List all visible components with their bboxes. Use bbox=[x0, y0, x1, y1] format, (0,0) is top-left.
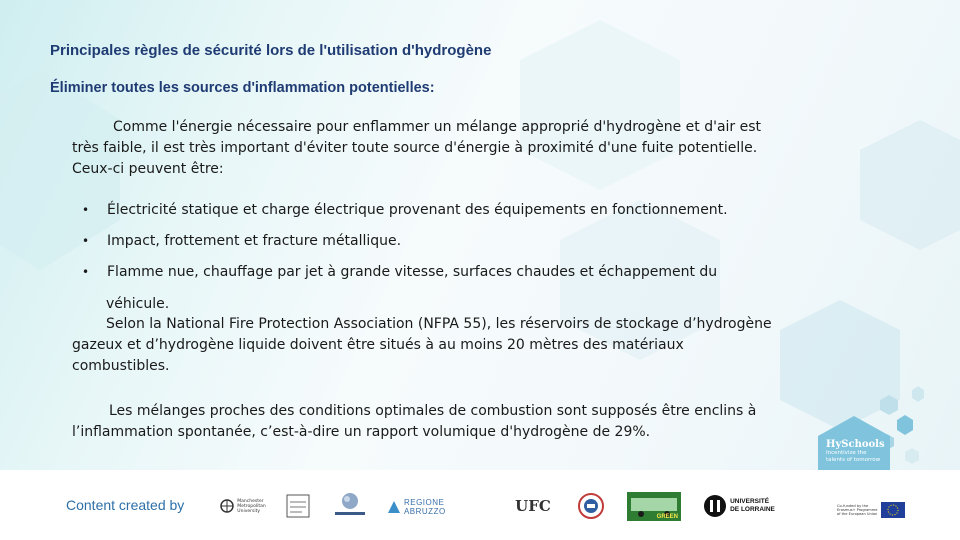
mmu-crest-icon bbox=[220, 498, 234, 514]
intro-paragraph: Comme l'énergie nécessaire pour enflammer un mélange approprié d'hydrogène et d'air est très faible, il est très important d'éviter toute source d'énergie à proximité d'une fuite potentielle. Ceux-ci peuvent être: bbox=[72, 119, 762, 177]
erasmus-eu-logo bbox=[836, 500, 906, 520]
mmu-line2: Metropolitan bbox=[237, 503, 266, 509]
content-credit: Content created by bbox=[66, 497, 185, 513]
bullet-icon: • bbox=[82, 203, 90, 217]
crest-icon bbox=[578, 493, 604, 519]
eu-flag-icon bbox=[881, 502, 905, 518]
round-crest-logo bbox=[578, 493, 604, 519]
green-bus-logo bbox=[627, 492, 681, 521]
bullet-icon: • bbox=[82, 234, 90, 248]
bullet-icon: • bbox=[82, 265, 90, 279]
lorraine-line2: DE LORRAINE bbox=[730, 506, 775, 513]
padova-emblem-icon bbox=[284, 492, 312, 520]
universite-lorraine-logo bbox=[703, 492, 775, 520]
hyschools-name: HySchools bbox=[826, 439, 885, 450]
section-subtitle: Éliminer toutes les sources d'inflammation potentielles: bbox=[50, 80, 435, 96]
ufc-logo bbox=[514, 492, 552, 520]
bullet-continuation: véhicule. bbox=[106, 296, 170, 312]
ignition-sources-list bbox=[82, 200, 772, 293]
list-item bbox=[82, 231, 772, 262]
technoformat-globe-icon bbox=[333, 490, 367, 520]
list-item-text: Flamme nue, chauffage par jet à grande vitesse, surfaces chaudes et échappement du bbox=[107, 264, 718, 280]
lorraine-line1: UNIVERSITÉ bbox=[730, 498, 770, 505]
abruzzo-text: REGIONE ABRUZZO bbox=[403, 498, 446, 516]
abruzzo-emblem-icon bbox=[388, 501, 400, 513]
combustion-paragraph: Les mélanges proches des conditions optimales de combustion sont supposés être enclins à l’inflammation spontanée, c’est-à-dire un rapport volumique d'hydrogène de 29%. bbox=[72, 403, 757, 440]
green-bus-text: GREEN bbox=[656, 514, 678, 520]
list-item bbox=[82, 200, 772, 231]
mmu-line1: Manchester bbox=[237, 498, 264, 504]
hyschools-label bbox=[826, 439, 886, 464]
eu-cofunded-text: Co-funded by the Erasmus+ Programme of the European Union bbox=[837, 503, 878, 517]
mmu-line3: University bbox=[237, 508, 260, 514]
ufc-text: UFC bbox=[515, 497, 551, 515]
padova-logo bbox=[283, 491, 313, 521]
list-item bbox=[82, 262, 772, 293]
slide-title: Principales règles de sécurité lors de l'utilisation d'hydrogène bbox=[50, 42, 492, 59]
lorraine-emblem-icon bbox=[703, 494, 727, 518]
technoformat-logo bbox=[332, 490, 368, 520]
manchester-metropolitan-logo bbox=[213, 494, 273, 518]
nfpa-paragraph: Selon la National Fire Protection Association (NFPA 55), les réservoirs de stockage d’hydrogène gazeux et d’hydrogène liquide doivent être situés à au moins 20 mètres des matériaux combustibles. bbox=[72, 316, 772, 374]
list-item-text: Impact, frottement et fracture métallique. bbox=[107, 233, 402, 249]
hyschools-tagline: Incentivize the talents of tomorrow bbox=[826, 450, 881, 463]
regione-abruzzo-logo bbox=[388, 499, 488, 515]
list-item-text: Électricité statique et charge électrique provenant des équipements en fonctionnement. bbox=[107, 202, 728, 218]
